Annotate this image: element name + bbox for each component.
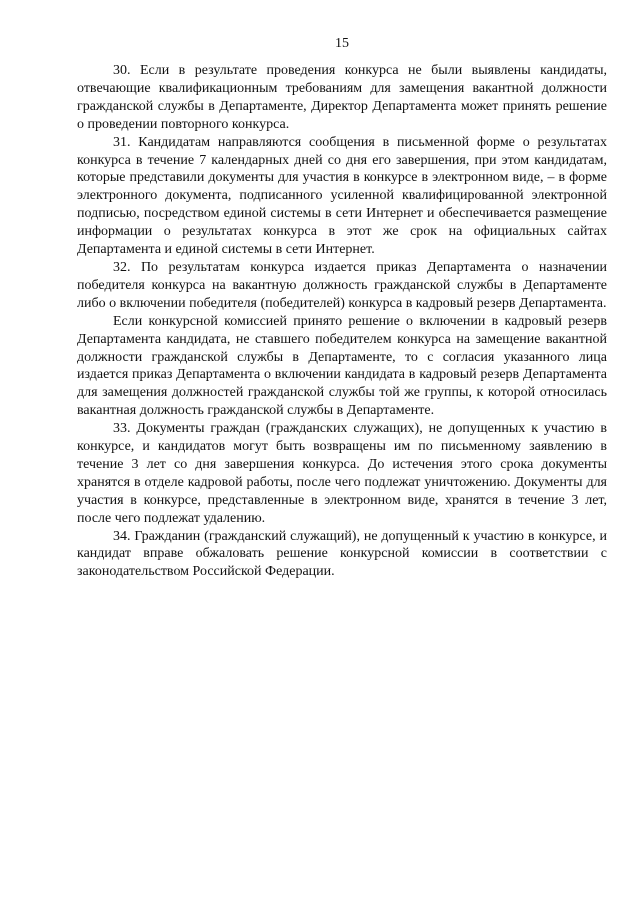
page-number: 15 [335,36,349,51]
paragraph-31: 31. Кандидатам направляются сообщения в письменной форме о результатах конкурса в течение 7 календарных дней со дня его завершения, при этом кандидатам, которые представили документы для участия в конкурсе в электронном виде, – в форме электронного документа, подписанного усиленной квалифицированной электронной подписью, посредством единой системы в сети Интернет и обеспечивается размещение информации о результатах конкурса в этот же срок на официальных сайтах Департамента и единой системы в сети Интернет. [77,134,607,258]
paragraph-34: 34. Гражданин (гражданский служащий), не допущенный к участию в конкурсе, и кандидат вправе обжаловать решение конкурсной комиссии в соответствии с законодательством Российской Федерации. [77,528,607,580]
paragraph-32: 32. По результатам конкурса издается приказ Департамента о назначении победителя конкурса на вакантную должность гражданской службы в Департаменте либо о включении победителя (победителей) конкурса в кадровый резерв Департамента. [77,259,607,311]
paragraph-30: 30. Если в результате проведения конкурса не были выявлены кандидаты, отвечающие квалификационным требованиям для замещения вакантной должности гражданской службы в Департаменте, Директор Департамента может принять решение о проведении повторного конкурса. [77,63,607,132]
paragraph-33: 33. Документы граждан (гражданских служащих), не допущенных к участию в конкурсе, и кандидатов могут быть возвращены им по письменному заявлению в течение 3 лет со дня завершения конкурса. До истечения этого срока документы хранятся в отделе кадровой работы, после чего подлежат уничтожению. Документы для участия в конкурсе, представленные в электронном виде, хранятся в течение 3 лет, после чего подлежат удалению. [77,421,607,526]
paragraph-32-continued: Если конкурсной комиссией принято решение о включении в кадровый резерв Департамента кандидата, не ставшего победителем конкурса на замещение вакантной должности гражданской службы в Департаменте, то с согласия указанного лица издается приказ Департамента о включении кандидата в кадровый резерв Департамента для замещения должностей гражданской службы той же группы, к которой относилась вакантная должность гражданской службы в Департаменте. [77,313,607,419]
